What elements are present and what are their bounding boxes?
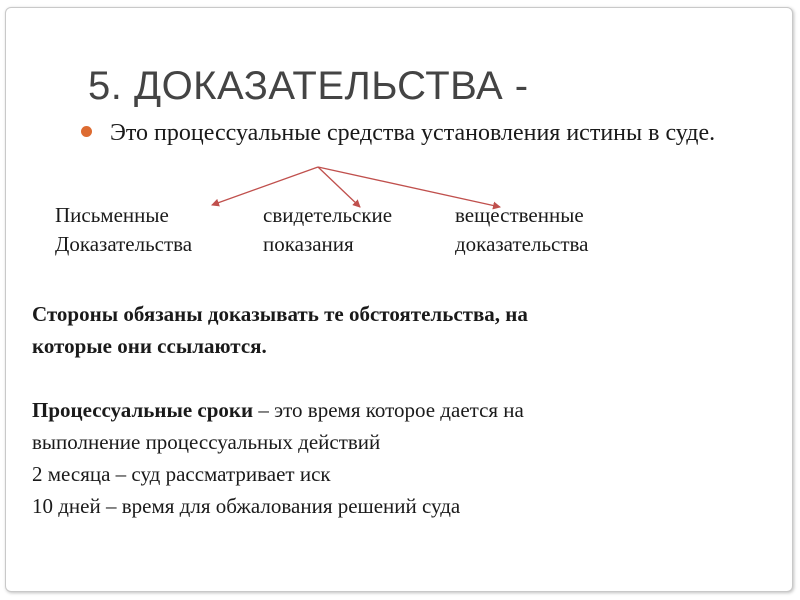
evidence-type-physical-line1: вещественные	[455, 203, 584, 227]
fact-line-2: 10 дней – время для обжалования решений суда	[32, 494, 461, 518]
evidence-type-testimony-line2: показания	[263, 232, 354, 256]
fact-line-1: 2 месяца – суд рассматривает иск	[32, 462, 331, 486]
arrow-to-written	[212, 167, 318, 205]
statement-line-2: которые они ссылаются.	[32, 334, 267, 358]
slide-title: 5. ДОКАЗАТЕЛЬСТВА -	[88, 64, 529, 108]
definition-line-1	[32, 394, 752, 426]
evidence-type-written-line1: Письменные	[55, 203, 169, 227]
term-procedural-deadlines: Процессуальные сроки	[32, 398, 254, 422]
spacer	[32, 362, 752, 394]
body-text-block	[32, 298, 752, 522]
evidence-type-physical-line2: доказательства	[455, 232, 589, 256]
statement-line-1: Стороны обязаны доказывать те обстоятельства, на	[32, 302, 528, 326]
definition-line-2: выполнение процессуальных действий	[32, 430, 381, 454]
evidence-type-testimony-line1: свидетельские	[263, 203, 393, 227]
evidence-type-written	[55, 201, 192, 259]
evidence-type-testimony	[263, 201, 392, 259]
evidence-type-written-line2: Доказательства	[55, 232, 193, 256]
bullet-text: Это процессуальные средства установления истины в суде.	[110, 120, 716, 146]
definition-rest: – это время которое дается на	[253, 398, 524, 422]
evidence-type-physical	[455, 201, 588, 259]
